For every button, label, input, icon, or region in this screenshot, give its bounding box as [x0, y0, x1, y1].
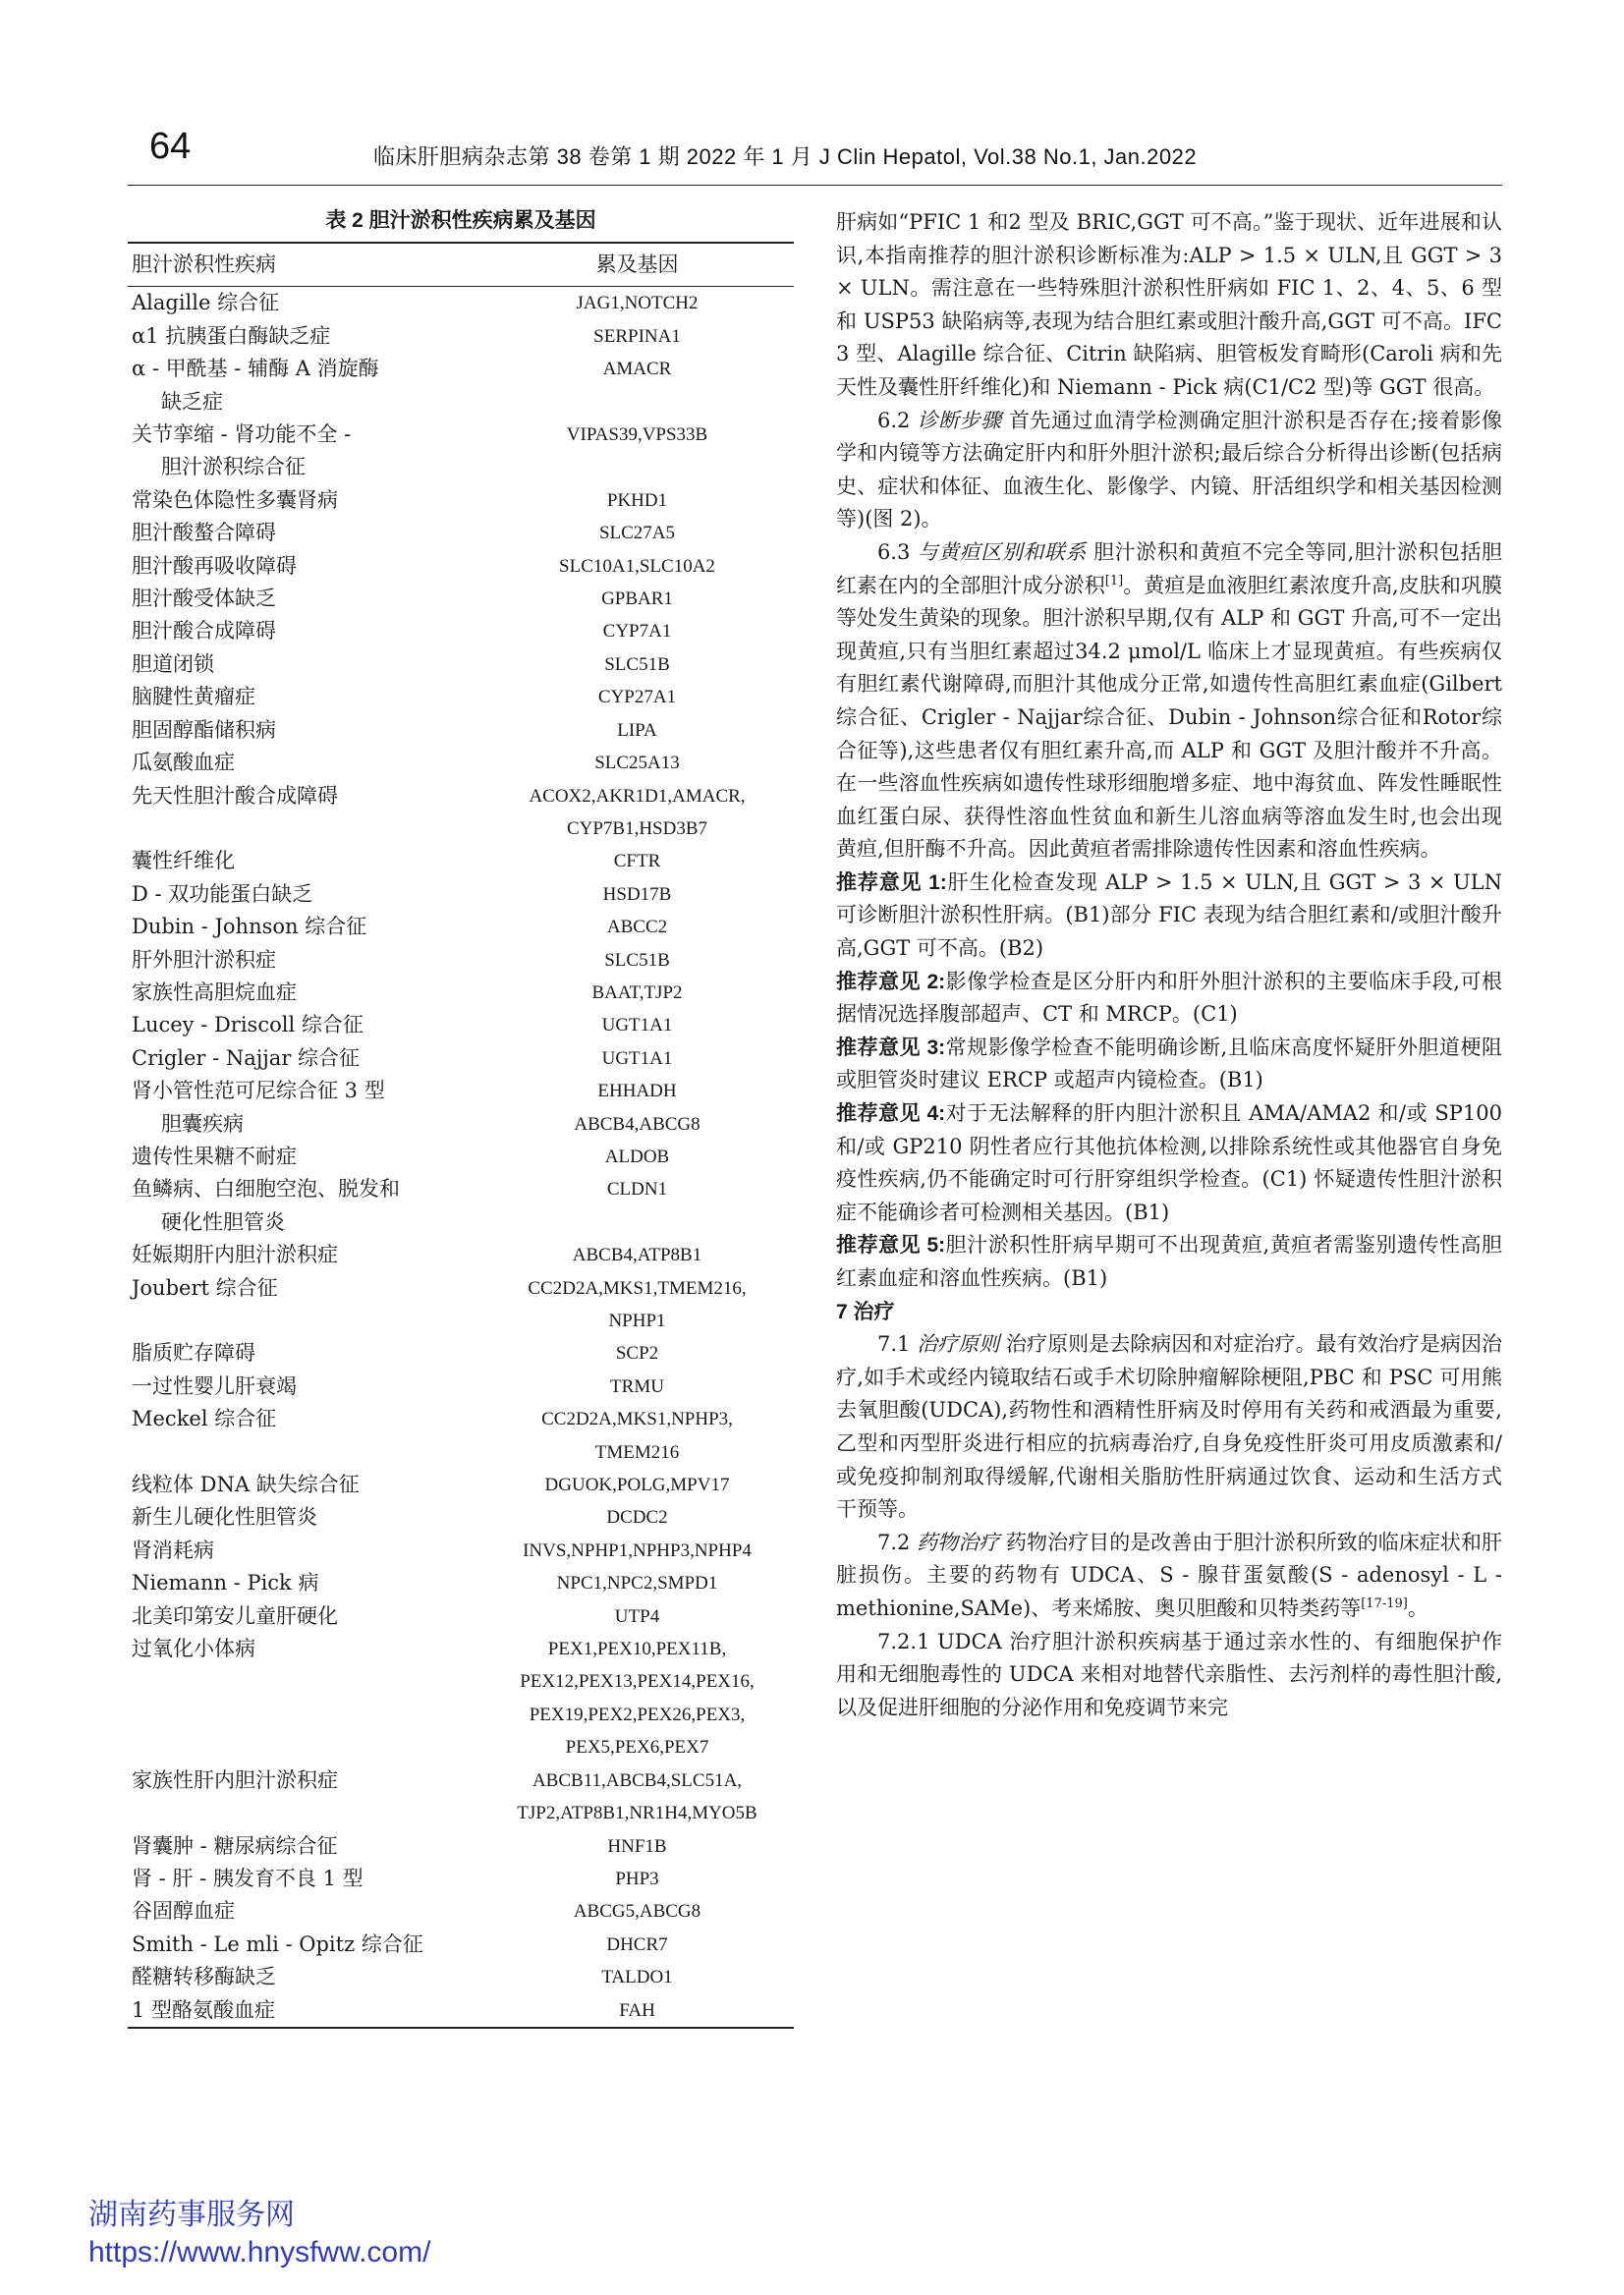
gene-cell: CLDN1 — [606, 1179, 668, 1201]
table-row — [128, 911, 794, 943]
disease-cell: 胆汁酸再吸收障碍 — [132, 553, 297, 578]
table-row — [128, 1600, 794, 1633]
disease-cell: 关节挛缩 - 肾功能不全 - 胆汁淤积综合征 — [132, 422, 352, 479]
table-row — [128, 419, 794, 484]
watermark-site-name: 湖南药事服务网 — [88, 2199, 295, 2231]
running-head: 临床肝胆病杂志第 38 卷第 1 期 2022 年 1 月 J Clin Hepatol, Vol.38 No.1, Jan.2022 — [373, 144, 1198, 169]
citation: [17-19] — [1361, 1595, 1408, 1611]
disease-cell: 线粒体 DNA 缺失综合征 — [132, 1473, 360, 1497]
table-row — [128, 1535, 794, 1567]
gene-cell: ABCG5,ABCG8 — [573, 1901, 701, 1923]
table-row — [128, 550, 794, 583]
gene-cell: HNF1B — [607, 1835, 667, 1857]
gene-cell: ABCB4,ABCG8 — [574, 1113, 700, 1135]
section-7-2-1: 7.2.1 UDCA 治疗胆汁淤积疾病基于通过亲水性的、有细胞保护作用和无细胞毒性的 UDCA 来相对地替代亲脂性、去污剂样的毒性胆汁酸,以及促进肝细胞的分泌作用和免疫调节来完 — [836, 1629, 1502, 1719]
gene-cell: SERPINA1 — [593, 325, 681, 347]
gene-cell: FAH — [480, 1994, 794, 2028]
gene-table — [128, 242, 794, 2029]
gene-cell: SLC51B — [604, 949, 670, 971]
table-row — [128, 977, 794, 1009]
disease-cell: 常染色体隐性多囊肾病 — [132, 487, 338, 512]
disease-cell: 瓜氨酸血症 — [132, 751, 235, 775]
disease-cell: Joubert 综合征 — [132, 1275, 278, 1300]
disease-cell: α1 抗胰蛋白酶缺乏症 — [132, 323, 331, 348]
disease-cell: 胆道闭锁 — [132, 651, 214, 676]
table-row — [128, 845, 794, 877]
disease-cell: 一过性婴儿肝衰竭 — [132, 1373, 297, 1398]
gene-cell: CYP27A1 — [597, 687, 677, 708]
disease-cell: Alagille 综合征 — [132, 291, 280, 315]
section-6-2: 6.2 诊断步骤 首先通过血清学检测确定胆汁淤积是否存在;接着影像学和内镜等方法确定肝内和肝外胆汁淤积;最后综合分析得出诊断(包括病史、症状和体征、血液生化、影像学、内镜、肝活组织学和相关基因检测等)(图 2)。 — [836, 408, 1502, 532]
table-row — [128, 484, 794, 517]
disease-cell: 鱼鳞病、白细胞空泡、脱发和 硬化性胆管炎 — [132, 1177, 400, 1234]
table-row — [128, 1469, 794, 1501]
table-row — [128, 1501, 794, 1534]
table-row — [128, 1009, 794, 1041]
disease-cell: 肾 - 肝 - 胰发育不良 1 型 — [132, 1866, 364, 1890]
disease-cell: 过氧化小体病 — [132, 1637, 255, 1661]
table-row — [128, 353, 794, 419]
table-row — [128, 1567, 794, 1599]
disease-cell: 囊性纤维化 — [132, 849, 235, 873]
gene-cell: SLC51B — [604, 653, 670, 675]
disease-cell: 醛糖转移酶缺乏 — [132, 1965, 276, 1989]
disease-cell: Dubin - Johnson 综合征 — [132, 915, 367, 939]
gene-cell: ABCC2 — [606, 917, 668, 938]
disease-cell: 谷固醇血症 — [132, 1899, 235, 1924]
gene-cell: DGUOK,POLG,MPV17 — [544, 1475, 730, 1496]
gene-cell: SLC10A1,SLC10A2 — [559, 555, 715, 577]
gene-cell: SCP2 — [615, 1343, 659, 1365]
gene-cell: PKHD1 — [606, 489, 668, 511]
gene-cell: AMACR — [602, 359, 672, 380]
gene-cell: ABCB11,ABCB4,SLC51A, TJP2,ATP8B1,NR1H4,MYO5B — [517, 1769, 757, 1824]
table-row — [128, 1075, 794, 1107]
section-7-1: 7.1 治疗原则 治疗原则是去除病因和对症治疗。最有效治疗是病因治疗,如手术或经内镜取结石或手术切除肿瘤解除梗阻,PBC 和 PSC 可用熊去氧胆酸(UDCA),药物性和酒精性肝病及时停用有关药和戒酒最为重要,乙型和丙型肝炎进行相应的抗病毒治疗,自身免疫性肝炎可用皮质激素和/或免疫抑制剂取得缓解,代谢相关脂肪性肝病通过饮食、运动和生活方式干预等。 — [836, 1332, 1502, 1522]
table-body — [128, 287, 794, 2028]
disease-cell: α - 甲酰基 - 辅酶 A 消旋酶 缺乏症 — [132, 357, 379, 414]
gene-cell: PEX1,PEX10,PEX11B, PEX12,PEX13,PEX14,PEX16, PEX19,PEX2,PEX26,PEX3, PEX5,PEX6,PEX7 — [520, 1639, 755, 1759]
gene-cell: INVS,NPHP1,NPHP3,NPHP4 — [523, 1539, 752, 1561]
gene-cell: DCDC2 — [606, 1507, 668, 1529]
header-rule — [128, 185, 1502, 186]
gene-cell: UGT1A1 — [601, 1047, 673, 1069]
page-number: 64 — [149, 126, 192, 167]
table-row — [128, 1371, 794, 1403]
disease-cell: 先天性胆汁酸合成障碍 — [132, 783, 338, 808]
citation: [1] — [1104, 573, 1124, 588]
gene-cell: HSD17B — [602, 883, 672, 905]
recommendation-2: 推荐意见 2:影像学检查是区分肝内和肝外胆汁淤积的主要临床手段,可根据情况选择腹部超声、CT 和 MRCP。(C1) — [836, 969, 1502, 1027]
gene-cell: CYP7A1 — [602, 621, 672, 643]
disease-cell: 胆固醇酯储积病 — [132, 717, 276, 742]
table-row — [128, 1108, 794, 1141]
disease-cell: 胆囊疾病 — [161, 1111, 244, 1136]
gene-cell: CFTR — [613, 851, 661, 872]
table-row — [128, 1633, 794, 1764]
gene-cell: SLC27A5 — [598, 523, 676, 544]
disease-cell: Lucey - Driscoll 综合征 — [132, 1013, 364, 1037]
table-row — [128, 517, 794, 549]
table-row — [128, 681, 794, 713]
disease-cell: 家族性肝内胆汁淤积症 — [132, 1767, 338, 1792]
disease-cell: 遗传性果糖不耐症 — [132, 1144, 297, 1168]
disease-cell: 脂质贮存障碍 — [132, 1341, 255, 1366]
table-row — [128, 1403, 794, 1469]
table-row — [128, 1239, 794, 1271]
gene-cell: TALDO1 — [601, 1967, 673, 1988]
gene-cell: JAG1,NOTCH2 — [576, 293, 699, 314]
disease-cell: Smith - Le mli - Opitz 综合征 — [132, 1931, 423, 1956]
disease-cell: Niemann - Pick 病 — [132, 1571, 319, 1595]
disease-cell: D - 双功能蛋白缺乏 — [132, 881, 313, 906]
gene-cell: CC2D2A,MKS1,TMEM216, NPHP1 — [528, 1277, 747, 1331]
gene-cell: VIPAS39,VPS33B — [566, 424, 708, 446]
paragraph-diagnostic-criteria: 肝病如“PFIC 1 和2 型及 BRIC,GGT 可不高。”鉴于现状、近年进展和认识,本指南推荐的胆汁淤积诊断标准为:ALP > 1.5 × ULN,且 GGT > 3 × ULN。需注意在一些特殊胆汁淤积性肝病如 FIC 1、2、4、5、6 型和 USP53 缺陷病等,表现为结合胆红素或胆汁酸升高,GGT 可不高。IFC 3 型、Alagille 综合征、Citrin 缺陷病、胆管板发育畸形(Caroli 病和先天性及囊性肝纤维化)和 Niemann - Pick 病(C1/C2 型)等 GGT 很高。 — [836, 210, 1502, 399]
table-row — [128, 320, 794, 353]
disease-cell: 脑腱性黄瘤症 — [132, 685, 255, 709]
table-row — [128, 878, 794, 911]
table-row — [128, 615, 794, 647]
table-row — [128, 780, 794, 846]
gene-cell: BAAT,TJP2 — [591, 981, 683, 1003]
table-row — [128, 1764, 794, 1830]
table-header-genes: 累及基因 — [480, 243, 794, 287]
table-row — [128, 1141, 794, 1173]
gene-cell: UTP4 — [614, 1605, 660, 1627]
disease-cell: 北美印第安儿童肝硬化 — [132, 1603, 338, 1628]
disease-cell: 肾小管性范可尼综合征 3 型 — [132, 1079, 385, 1103]
section-7-2: 7.2 药物治疗 药物治疗目的是改善由于胆汁淤积所致的临床症状和肝脏损伤。主要的药物有 UDCA、S - 腺苷蛋氨酸(S - adenosyl - L - methionine,SAMe)、考来烯胺、奥贝胆酸和贝特类药等[17-19]。 — [836, 1530, 1502, 1620]
gene-cell: NPC1,NPC2,SMPD1 — [556, 1573, 718, 1595]
gene-cell: SLC25A13 — [594, 753, 680, 774]
table-row — [128, 1830, 794, 1863]
gene-cell: ALDOB — [604, 1146, 670, 1167]
table-row — [128, 1961, 794, 1993]
table-column — [128, 204, 794, 2029]
table-row — [128, 1895, 794, 1928]
disease-cell: 胆汁酸合成障碍 — [132, 619, 276, 644]
section-6-3: 6.3 与黄疸区别和联系 胆汁淤积和黄疸不完全等同,胆汁淤积包括胆红素在内的全部胆汁成分淤积[1]。黄疸是血液胆红素浓度升高,皮肤和巩膜等处发生黄染的现象。胆汁淤积早期,仅有 ALP 和 GGT 升高,可不一定出现黄疸,只有当胆红素超过34.2 μmol/L 临床上才显现黄疸。有些疾病仅有胆红素代谢障碍,而胆汁其他成分正常,如遗传性高胆红素血症(Gilbert综合征、Crigler - Najjar综合征、Dubin - Johnson综合征和Rotor综合征等),这些患者仅有胆红素升高,而 ALP 和 GGT 及胆汁酸并不升高。在一些溶血性疾病如遗传性球形细胞增多症、地中海贫血、阵发性睡眠性血红蛋白尿、获得性溶血性贫血和新生儿溶血病等溶血发生时,也会出现黄疸,但肝酶不升高。因此黄疸者需排除遗传性因素和溶血性疾病。 — [836, 539, 1502, 862]
table-row — [128, 1272, 794, 1338]
disease-cell: 胆汁酸螯合障碍 — [132, 521, 276, 545]
gene-cell: CC2D2A,MKS1,NPHP3, TMEM216 — [541, 1409, 733, 1463]
table-row — [128, 1929, 794, 1961]
recommendation-1: 推荐意见 1:肝生化检查发现 ALP > 1.5 × ULN,且 GGT > 3 × ULN 可诊断胆汁淤积性肝病。(B1)部分 FIC 表现为结合胆红素和/或胆汁酸升高,GGT 可不高。(B2) — [836, 869, 1502, 961]
disease-cell: 胆汁酸受体缺乏 — [132, 587, 276, 611]
gene-cell: EHHADH — [597, 1081, 677, 1102]
table-row — [128, 1042, 794, 1075]
table-row — [128, 944, 794, 977]
gene-cell: ACOX2,AKR1D1,AMACR, CYP7B1,HSD3B7 — [529, 785, 746, 839]
table-row — [128, 1337, 794, 1370]
table-row — [128, 714, 794, 747]
recommendation-4: 推荐意见 4:对于无法解释的肝内胆汁淤积且 AMA/AMA2 和/或 SP100 和/或 GP210 阴性者应行其他抗体检测,以排除系统性或其他器官自身免疫性疾病,仍不能确定时可行肝穿组织学检查。(C1) 怀疑遗传性胆汁淤积症不能确诊者可检测相关基因。(B1) — [836, 1101, 1502, 1224]
table-header-disease: 胆汁淤积性疾病 — [128, 243, 480, 287]
gene-cell: PHP3 — [615, 1868, 659, 1889]
disease-cell: 妊娠期肝内胆汁淤积症 — [132, 1243, 338, 1267]
watermark-url[interactable]: https://www.hnysfww.com/ — [88, 2236, 431, 2268]
body-text-column — [836, 206, 1502, 1724]
section-7-heading: 7 治疗 — [836, 1300, 895, 1323]
disease-cell: 新生儿硬化性胆管炎 — [132, 1505, 317, 1530]
gene-cell: TRMU — [610, 1375, 664, 1397]
recommendation-5: 推荐意见 5:胆汁淤积性肝病早期可不出现黄疸,黄疸者需鉴别遗传性高胆红素血症和溶血性疾病。(B1) — [836, 1233, 1502, 1290]
disease-cell: 家族性高胆烷血症 — [132, 980, 297, 1004]
table-caption: 表 2 胆汁淤积性疾病累及基因 — [325, 209, 596, 232]
disease-cell: 1 型酪氨酸血症 — [128, 1994, 480, 2028]
table-row — [128, 1994, 794, 2028]
disease-cell: 肝外胆汁淤积症 — [132, 947, 276, 972]
table-row — [128, 1173, 794, 1239]
gene-cell: DHCR7 — [606, 1933, 668, 1955]
disease-cell: Crigler - Najjar 综合征 — [132, 1045, 361, 1070]
table-row — [128, 747, 794, 779]
table-row — [128, 1863, 794, 1895]
disease-cell: Meckel 综合征 — [132, 1407, 277, 1431]
recommendation-3: 推荐意见 3:常规影像学检查不能明确诊断,且临床高度怀疑肝外胆道梗阻或胆管炎时建议 ERCP 或超声内镜检查。(B1) — [836, 1035, 1502, 1092]
gene-cell: GPBAR1 — [601, 588, 673, 610]
gene-cell: ABCB4,ATP8B1 — [572, 1245, 702, 1266]
disease-cell: 肾囊肿 - 糖尿病综合征 — [132, 1833, 338, 1858]
disease-cell: 肾消耗病 — [132, 1538, 214, 1562]
site-watermark[interactable] — [88, 2197, 430, 2271]
table-row — [128, 287, 794, 320]
gene-cell: LIPA — [617, 719, 657, 741]
table-row — [128, 583, 794, 615]
table-row — [128, 648, 794, 681]
gene-cell: UGT1A1 — [601, 1015, 673, 1036]
